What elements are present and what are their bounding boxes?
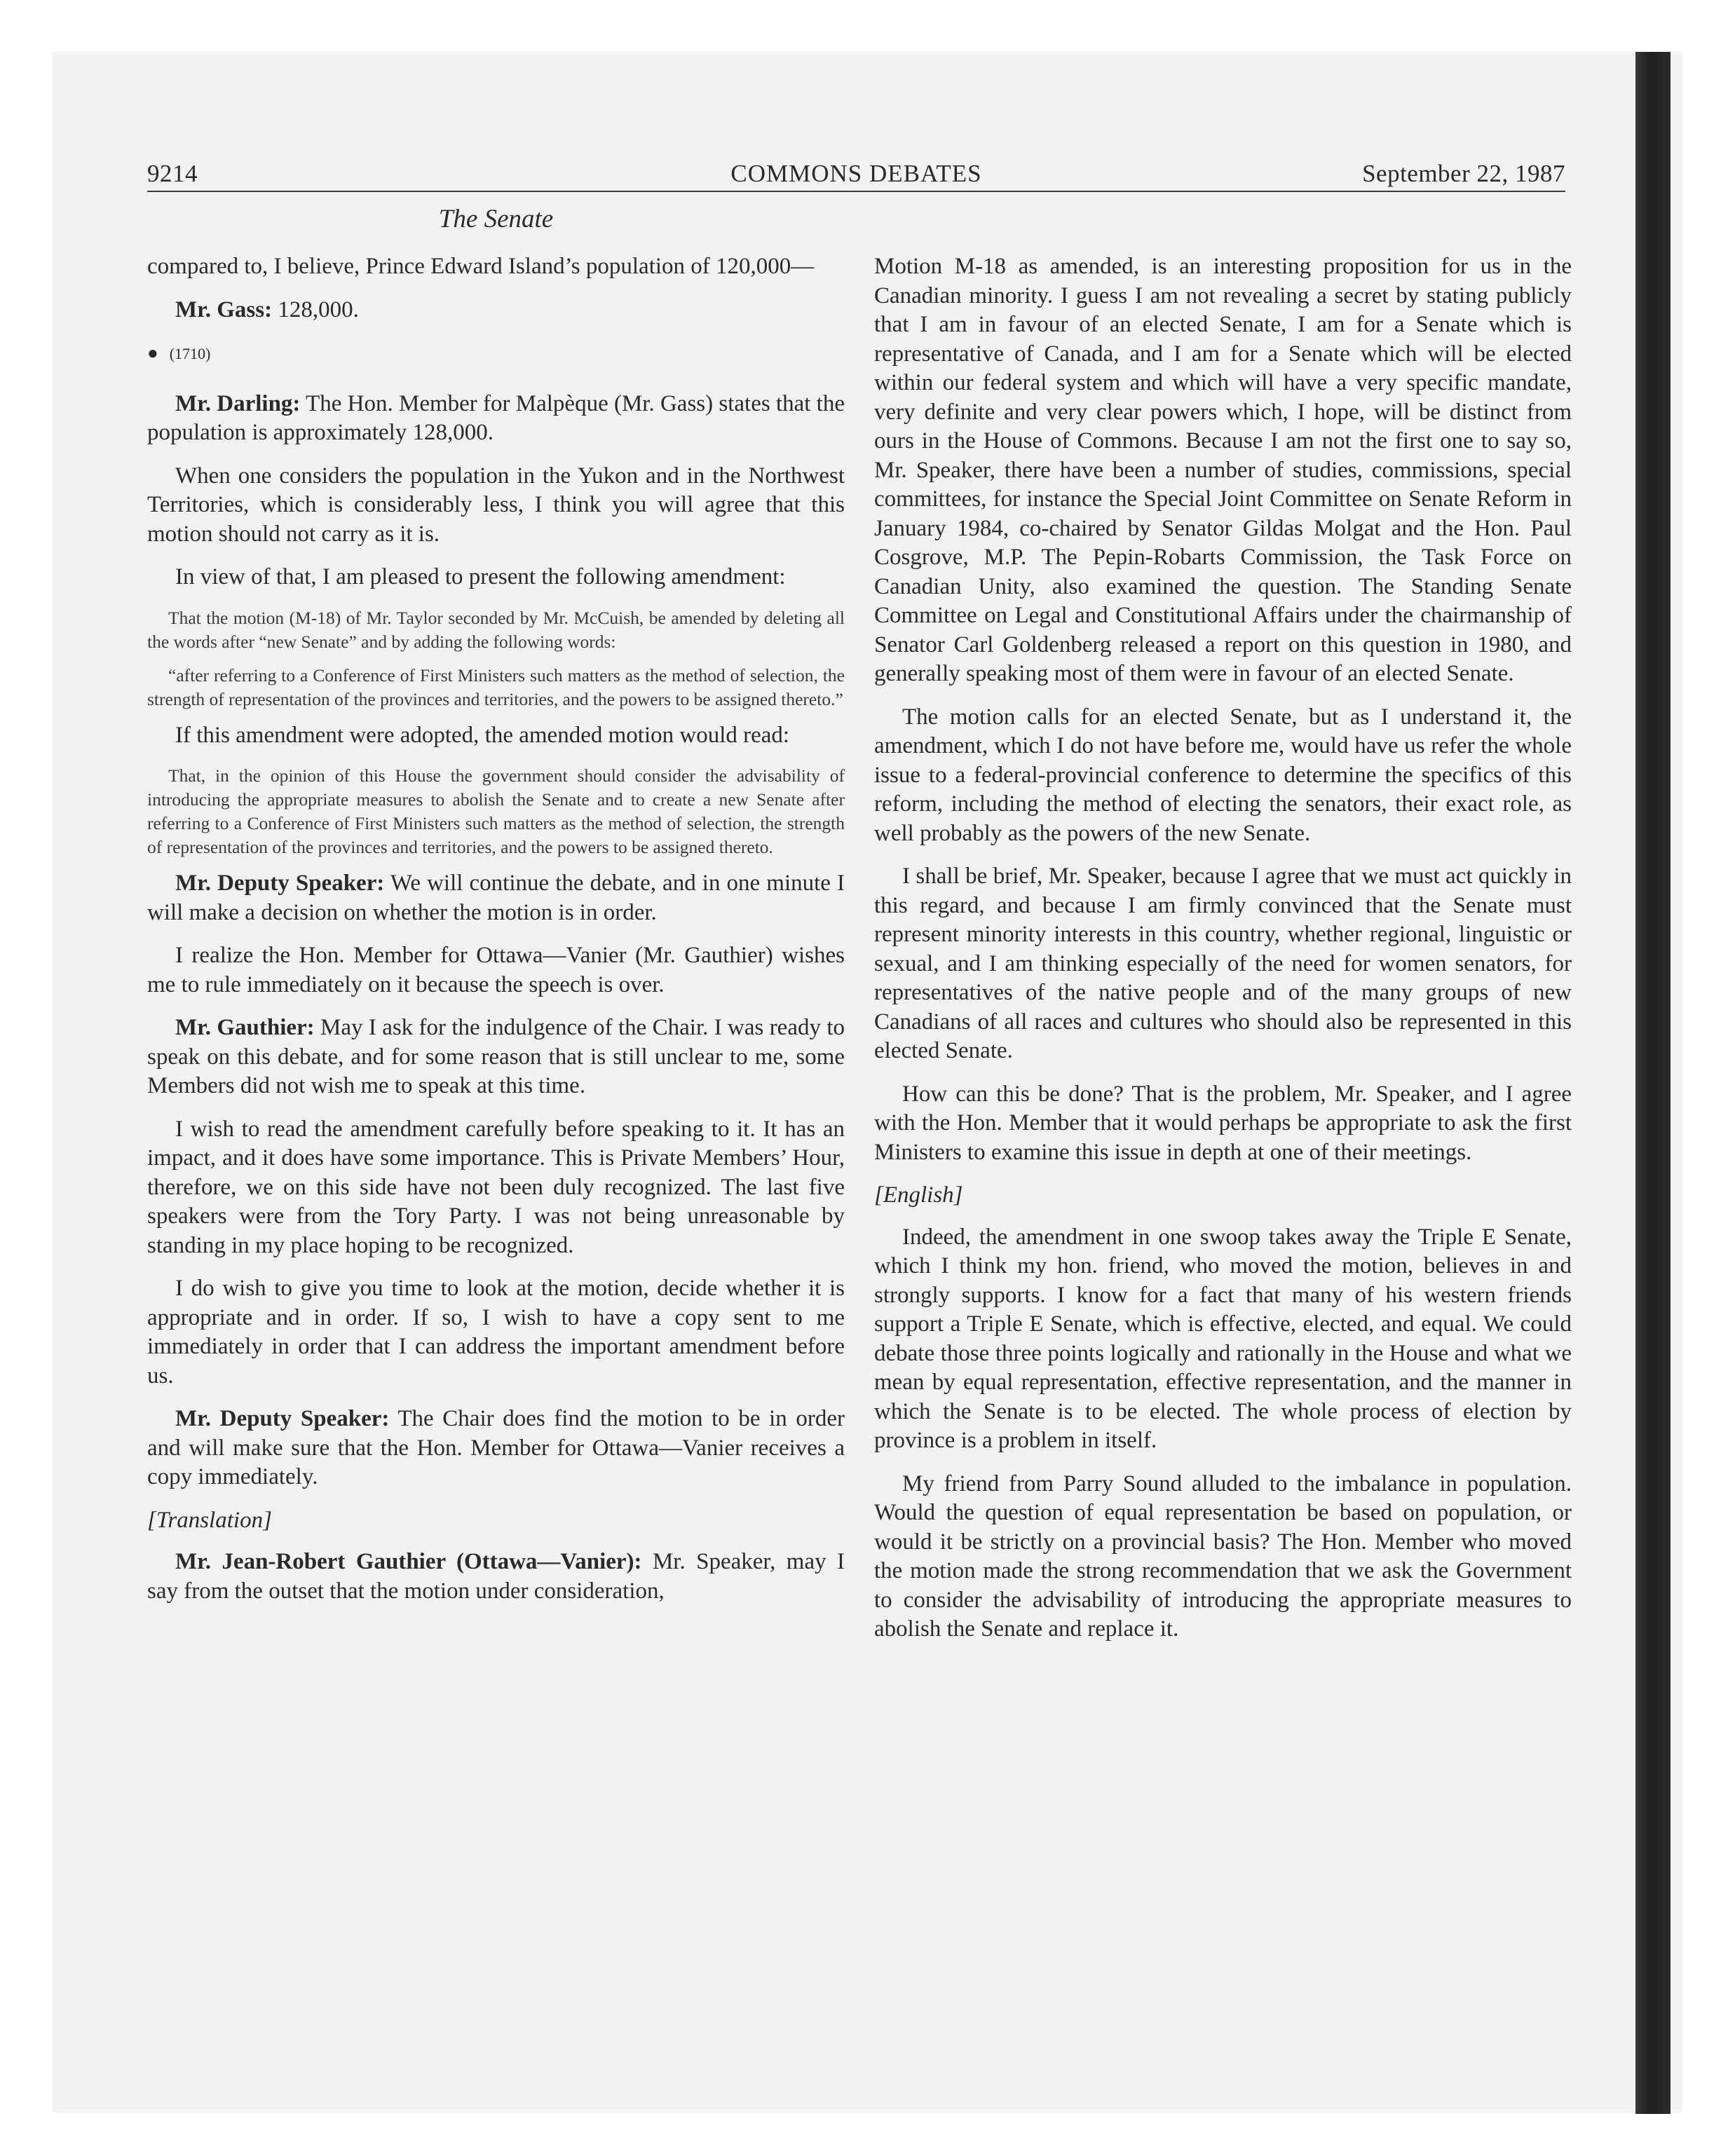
bullet-icon: ● xyxy=(147,343,158,363)
paragraph xyxy=(147,296,845,325)
paragraph: Indeed, the amendment in one swoop takes away the Triple E Senate, which I think my hon. friend, who moved the motion, believes in and strongly supports. I know for a fact that many of his western friends support a Triple E Senate, which is effective, elected, and equal. We could debate those three points logically and rationally in the House and what we mean by equal representation, effective representation, and the manner in which the Senate is to be elected. The whole process of election by province is a problem in itself. xyxy=(874,1224,1572,1453)
paragraph: I do wish to give you time to look at the motion, decide whether it is appropriate and in order. If so, I wish to have a copy sent to me immediately in order that I can address the important amendment before us. xyxy=(147,1276,845,1389)
language-marker: [Translation] xyxy=(147,1507,272,1533)
paragraph xyxy=(147,1014,845,1101)
quoted-amended-motion: That, in the opinion of this House the government should consider the advisability of introducing the appropriate measures to abolish the Senate and to create a new Senate after referring to a Conference of First Ministers such matters as the method of selection, the strength of representation of the provinces and territories, and the powers to be assigned thereto. xyxy=(147,765,845,857)
speaker-name: Mr. Jean-Robert Gauthier (Ottawa—Vanier): xyxy=(175,1549,642,1574)
page-number: 9214 xyxy=(147,160,198,187)
paragraph xyxy=(147,869,845,927)
time-marker xyxy=(147,339,845,369)
left-column xyxy=(147,252,845,1620)
speech-text: Mr. Speaker, may I say from the outset that the motion under consideration, xyxy=(147,1549,845,1604)
speaker-name: Mr. Deputy Speaker: xyxy=(175,1406,390,1431)
paragraph xyxy=(147,1548,845,1606)
paragraph: If this amendment were adopted, the amended motion would read: xyxy=(175,722,790,748)
section-title: The Senate xyxy=(438,205,554,233)
quoted-amendment: “after referring to a Conference of First Ministers such matters as the method of selection, the strength of representation of the provinces and territories, and the powers to be assigned thereto.” xyxy=(147,664,845,709)
speaker-name: Mr. Gass: xyxy=(175,296,273,322)
paragraph: The motion calls for an elected Senate, but as I understand it, the amendment, which I do not have before me, would have us refer the whole issue to a federal-provincial conference to determine the specifics of this reform, including the method of electing the senators, their exact role, as well probably as the powers of the new Senate. xyxy=(874,704,1572,846)
scan-edge-strip xyxy=(1635,52,1671,2114)
speaker-name: Mr. Deputy Speaker: xyxy=(175,871,385,896)
paragraph: How can this be done? That is the problem, Mr. Speaker, and I agree with the Hon. Member that it would perhaps be appropriate to ask the first Ministers to examine this issue in depth at one of their meetings. xyxy=(874,1081,1572,1165)
paragraph: Motion M-18 as amended, is an interesting proposition for us in the Canadian minority. I guess I am not revealing a secret by stating publicly that I am in favour of an elected Senate, I am for a Senate which is representative of Canada, and I am for a Senate which will be elected within our federal system and which will have a very specific mandate, very definite and very clear powers which, I hope, will be distinct from ours in the House of Commons. Because I am not the first one to say so, Mr. Speaker, there have been a number of studies, commissions, special committees, for instance the Special Joint Committee on Senate Reform in January 1984, co-chaired by Senator Gildas Molgat and the Hon. Paul Cosgrove, M.P. The Pepin-Robarts Commission, the Task Force on Canadian Unity, also examined the question. The Standing Senate Committee on Legal and Constitutional Affairs under the chairmanship of Senator Carl Goldenberg released a report on this question in 1980, and generally speaking most of them were in favour of an elected Senate. xyxy=(874,254,1572,686)
paragraph: When one considers the population in the Yukon and in the Northwest Territories, which is considerably less, I think you will agree that this motion should not carry as it is. xyxy=(147,463,845,547)
speaker-name: Mr. Gauthier: xyxy=(175,1015,315,1040)
paragraph xyxy=(147,1405,845,1492)
speech-text: 128,000. xyxy=(272,296,359,322)
speech-text: The Chair does find the motion to be in order and will make sure that the Hon. Member for Ottawa—Vanier receives a copy immediately. xyxy=(147,1406,845,1489)
publication-title: COMMONS DEBATES xyxy=(730,160,982,187)
paragraph: My friend from Parry Sound alluded to the imbalance in population. Would the question of equal representation be based on population, or would it be strictly on a provincial basis? The Hon. Member who moved the motion made the strong recommendation that we ask the Government to consider the advisability of introducing the appropriate measures to abolish the Senate and replace it. xyxy=(874,1471,1572,1642)
speech-text: May I ask for the indulgence of the Chair. I was ready to speak on this debate, and for some reason that is still unclear to me, some Members did not wish me to speak at this time. xyxy=(147,1015,845,1098)
quoted-motion: That the motion (M-18) of Mr. Taylor seconded by Mr. McCuish, be amended by deleting all the words after “new Senate” and by adding the following words: xyxy=(147,607,845,652)
right-column xyxy=(874,252,1572,1658)
header-date: September 22, 1987 xyxy=(1362,160,1565,187)
speech-text: The Hon. Member for Malpèque (Mr. Gass) states that the population is approximately 128,000. xyxy=(147,390,845,445)
paragraph: I wish to read the amendment carefully before speaking to it. It has an impact, and it does have some importance. This is Private Members’ Hour, therefore, we on this side have not been duly recognized. The last five speakers were from the Tory Party. I was not being unreasonable by standing in my place hoping to be recognized. xyxy=(147,1116,845,1258)
paragraph: I shall be brief, Mr. Speaker, because I agree that we must act quickly in this regard, and because I am firmly convinced that the Senate must represent minority interests in this country, whether regional, linguistic or sexual, and I am thinking especially of the need for women senators, for representatives of the native people and of the many groups of new Canadians of all races and cultures who should also be represented in this elected Senate. xyxy=(874,864,1572,1063)
paragraph: In view of that, I am pleased to present the following amendment: xyxy=(175,564,786,589)
speech-text: We will continue the debate, and in one minute I will make a decision on whether the motion is in order. xyxy=(147,871,845,925)
paragraph: I realize the Hon. Member for Ottawa—Vanier (Mr. Gauthier) wishes me to rule immediately on it because the speech is over. xyxy=(147,943,845,997)
paragraph: compared to, I believe, Prince Edward Island’s population of 120,000— xyxy=(147,254,815,279)
time-marker-text: (1710) xyxy=(169,345,211,362)
language-marker: [English] xyxy=(874,1182,963,1208)
speaker-name: Mr. Darling: xyxy=(175,390,301,416)
page-header xyxy=(147,160,1565,192)
paragraph xyxy=(147,390,845,448)
